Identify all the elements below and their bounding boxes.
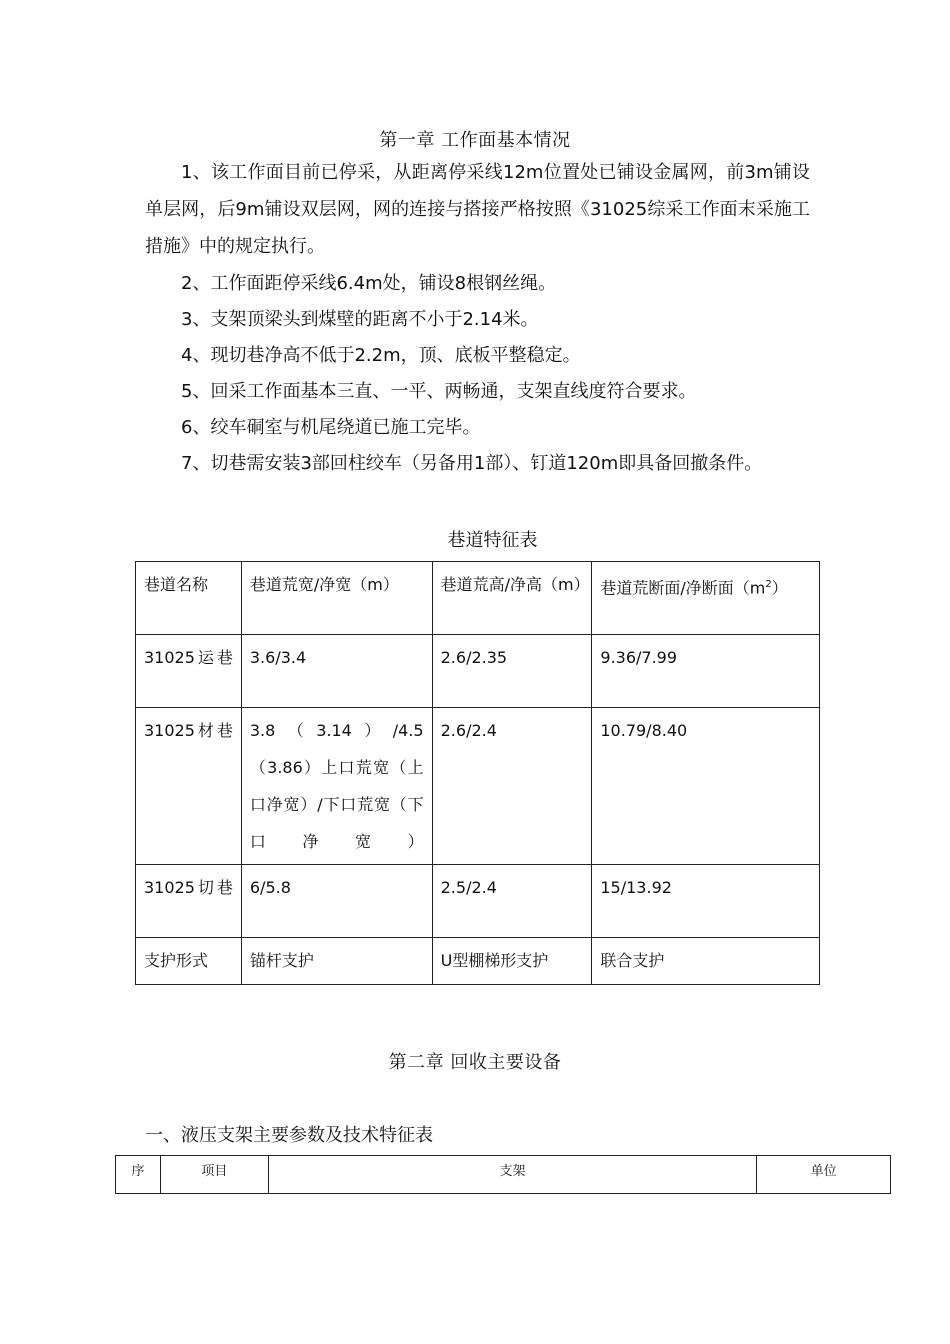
header-cell-unit: 单位	[757, 1156, 891, 1194]
paragraph-item-7: 7、切巷需安装3部回柱绞车（另备用1部）、钉道120m即具备回撤条件。	[181, 453, 763, 474]
table-cell: 2.6/2.35	[432, 635, 592, 708]
chapter-2-title: 第二章 回收主要设备	[388, 1052, 562, 1073]
paragraph-item-6: 6、绞车硐室与机尾绕道已施工完毕。	[181, 417, 481, 438]
table-cell: 2.6/2.4	[432, 708, 592, 865]
header-cell-width: 巷道荒宽/净宽（m）	[241, 562, 432, 635]
table-cell: 3.8（3.14）/4.5（3.86）上口荒宽（上口净宽）/下口荒宽（下口净宽）	[241, 708, 432, 865]
table-header-row	[136, 562, 820, 635]
header-cell-name: 巷道名称	[136, 562, 242, 635]
table-cell: 31025运巷	[136, 635, 242, 708]
table-cell: 锚杆支护	[241, 938, 432, 985]
table-cell: 3.6/3.4	[241, 635, 432, 708]
paragraph-item-1: 1、该工作面目前已停采，从距离停采线12m位置处已铺设金属网，前3m铺设单层网，后9m铺设双层网，网的连接与搭接严格按照《31025综采工作面末采施工措施》中的规定执行。	[145, 162, 810, 257]
table-cell: 15/13.92	[592, 865, 820, 938]
chapter-1-title: 第一章 工作面基本情况	[379, 130, 571, 151]
table-cell: 6/5.8	[241, 865, 432, 938]
section-heading-support-params: 一、液压支架主要参数及技术特征表	[145, 1125, 433, 1146]
table-row	[136, 635, 820, 708]
paragraph-item-3: 3、支架顶梁头到煤壁的距离不小于2.14米。	[181, 309, 539, 330]
table-cell: 10.79/8.40	[592, 708, 820, 865]
table-row	[136, 708, 820, 865]
support-parameters-table	[115, 1155, 891, 1194]
table-cell: 31025切巷	[136, 865, 242, 938]
table-cell: 支护形式	[136, 938, 242, 985]
header-cell-section: 巷道荒断面/净断面$(m^2)$	[592, 562, 820, 635]
table-cell: U型棚梯形支护	[432, 938, 592, 985]
header-cell-support: 支架	[268, 1156, 756, 1194]
roadway-table-caption: 巷道特征表	[447, 530, 538, 551]
header-cell-height: 巷道荒高/净高（m）	[432, 562, 592, 635]
paragraph-item-5: 5、回采工作面基本三直、一平、两畅通，支架直线度符合要求。	[181, 381, 697, 402]
table-row	[136, 865, 820, 938]
paragraph-item-2: 2、工作面距停采线6.4m处，铺设8根钢丝绳。	[181, 273, 557, 294]
roadway-characteristics-table	[135, 561, 820, 985]
table-cell: 联合支护	[592, 938, 820, 985]
table-cell: 2.5/2.4	[432, 865, 592, 938]
table-header-row	[116, 1156, 891, 1194]
paragraph-item-4: 4、现切巷净高不低于2.2m，顶、底板平整稳定。	[181, 345, 581, 366]
table-cell: 31025材巷	[136, 708, 242, 865]
header-cell-index: 序	[116, 1156, 161, 1194]
header-cell-item: 项目	[160, 1156, 268, 1194]
table-row	[136, 938, 820, 985]
table-cell: 9.36/7.99	[592, 635, 820, 708]
